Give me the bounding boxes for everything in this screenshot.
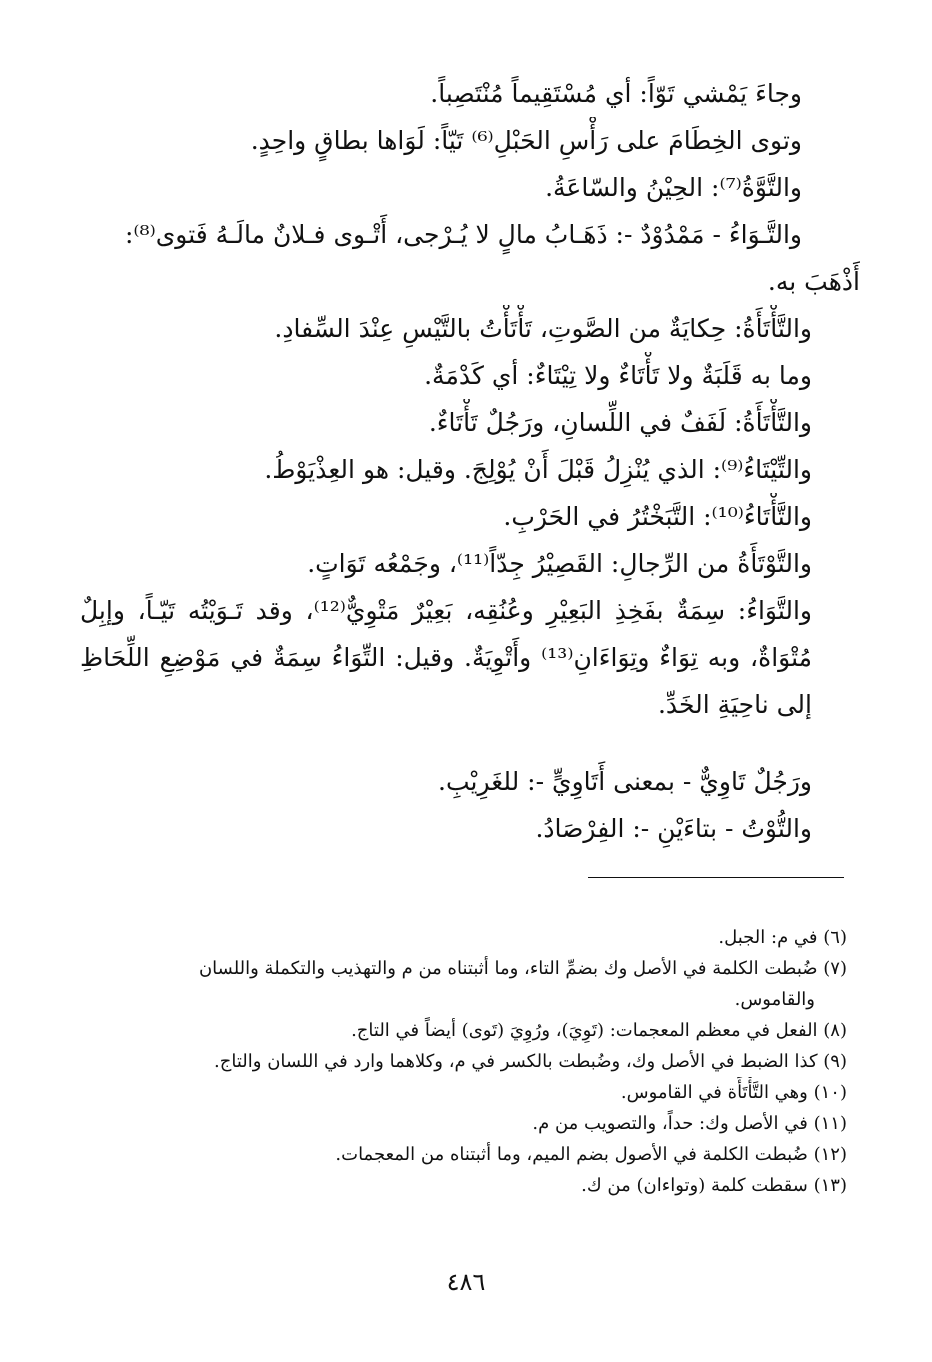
entry-line: والتُّوْتُ - بتاءَيْنِ -: الفِرْصَادُ. <box>535 814 812 843</box>
footnote: (٦) في م: الجبل. <box>718 927 847 948</box>
footnote-divider <box>588 877 844 878</box>
entry-line: أَذْهَبَ به. <box>767 267 860 296</box>
entry-line: والتَّأْتَأَةُ: حِكايَةٌ من الصَّوتِ، تَأْتَأْتُ بالتَّيْسِ عِنْدَ السِّفادِ. <box>274 314 812 343</box>
footnote: (٩) كذا الضبط في الأصل وك، وضُبطت بالكسر في م، وكلاهما وارد في اللسان والتاج. <box>214 1051 847 1072</box>
footnote: (١٢) ضُبطت الكلمة في الأصول بضم الميم، وما أثبتناه من المعجمات. <box>335 1144 847 1165</box>
footnote-continuation: والقاموس. <box>734 989 815 1010</box>
footnote: (١٣) سقطت كلمة (وتواءان) من ك. <box>581 1175 847 1196</box>
entry-line: وما به قَلَبَةٌ ولا تَأْتَاءٌ ولا تِيْتَاءٌ: أي كَدْمَةٌ. <box>424 361 812 390</box>
entry-line: والتَّـوَاءُ - مَمْدُوْدٌ -: ذَهَـابُ مالٍ لا يُـرْجى، أَتْـوى فـلانٌ مالَـهُ فَتوى⁽⁸⁾: <box>124 220 802 249</box>
page-number: ٤٨٦ <box>446 1268 486 1296</box>
entry-line: والتَّأْتَاءُ⁽¹⁰⁾: التَّبَخْتُرُ في الحَرْبِ. <box>503 502 812 531</box>
footnotes <box>95 922 847 1201</box>
main-text <box>80 70 860 852</box>
entry-line: والتَّأْتَأَةُ: لَفَفٌ في اللِّسانِ، ورَجُلٌ تَأْتَاءٌ. <box>428 408 812 437</box>
footnote: (١٠) وهي التَّأْتَأَة في القاموس. <box>620 1082 847 1103</box>
entry-line: والتَّوْتَأَةُ من الرِّجالِ: القَصِيْرُ جِدّاً⁽¹¹⁾، وجَمْعُه تَوَاتٍ. <box>307 549 812 578</box>
footnote: (١١) في الأصل وك: حداً، والتصويب من م. <box>532 1113 847 1134</box>
footnote: (٧) ضُبطت الكلمة في الأصل وك بضمِّ التاء، وما أثبتناه من م والتهذيب والتكملة واللسان <box>198 958 847 979</box>
entry-line: والتَّوَّةُ⁽⁷⁾: الحِيْنُ والسّاعَةُ. <box>545 173 802 202</box>
entry-line: وجاءَ يَمْشي تَوّاً: أي مُسْتَقِيماً مُنْتَصِباً. <box>430 79 802 108</box>
entry-line: ورَجُلٌ تَاوِيٌّ - بمعنى أَتَاوِيٍّ -: للغَرِيْبِ. <box>438 767 812 796</box>
entry-line: والتِّيْتَاءُ⁽⁹⁾: الذي يُنْزِلُ قَبْلَ أَنْ يُوْلِجَ. وقيل: هو العِذْيَوْطُ. <box>264 455 812 484</box>
entry-line: وتوى الخِطَامَ على رَأْسِ الحَبْلِ⁽⁶⁾ تَيّاً: لَوَاها بطاقٍ واحِدٍ. <box>250 126 802 155</box>
entry-paragraph: والتَّوَاءُ: سِمَةٌ بفَخِذِ البَعِيْرِ وعُنُقِه، بَعِيْرٌ مَتْوِيٌّ⁽¹²⁾، وقد تَـوَيْتُه تَيّـاً، وإبِلٌ مُتْوَاةٌ، وبه تِوَاءٌ وتِوَاءَانِ⁽¹³⁾ وأَتْوِيَةٌ. وقيل: التِّوَاءُ سِمَةٌ في مَوْضِعِ اللِّحَاظِ إلى ناحِيَةِ الخَدِّ. <box>80 596 813 719</box>
footnote: (٨) الفعل في معظم المعجمات: (تَوِيَ)، ورُوِيَ (تَوى) أيضاً في التاج. <box>351 1020 847 1041</box>
spacer <box>80 728 860 758</box>
